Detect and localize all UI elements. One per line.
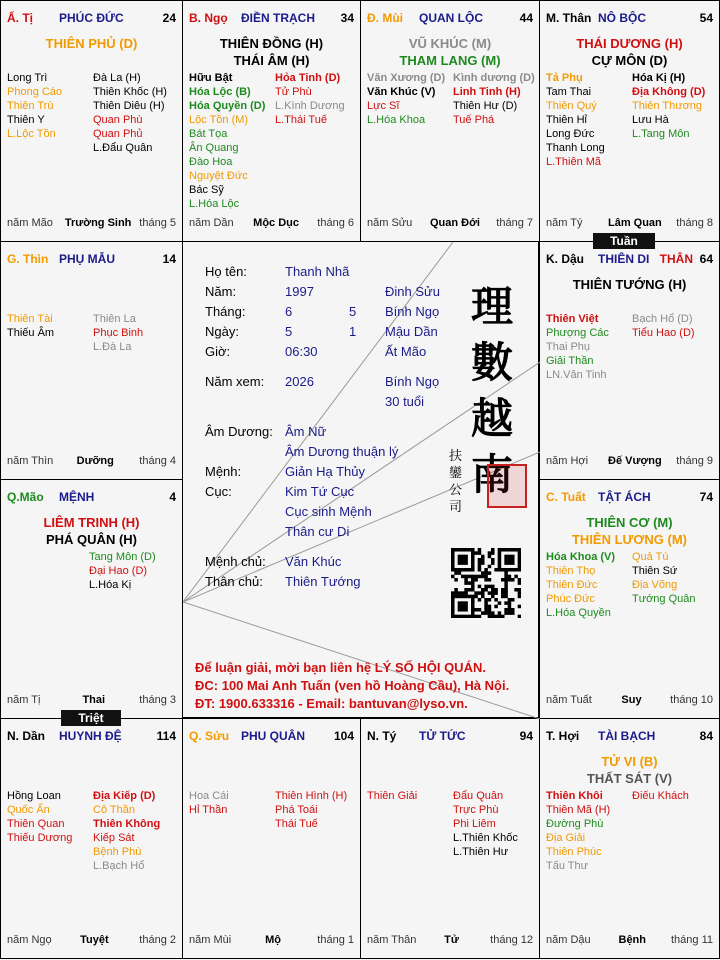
label-month: Tháng: bbox=[205, 304, 246, 319]
minor-stars-right bbox=[275, 789, 347, 831]
minor-star: Bạch Hổ (D) bbox=[632, 313, 693, 325]
value-year: 1997 bbox=[285, 284, 314, 299]
value-month-lunar: 5 bbox=[349, 304, 357, 319]
value-than-position: Thân cư Di bbox=[285, 524, 350, 539]
minor-stars-right bbox=[632, 312, 695, 340]
palace-mao[interactable] bbox=[0, 479, 183, 719]
palace-name: PHÚC ĐỨC bbox=[59, 11, 124, 25]
main-star: THẤT SÁT (V) bbox=[586, 771, 673, 786]
palace-footer bbox=[367, 217, 533, 231]
value-menh: Giản Hạ Thủy bbox=[285, 464, 365, 479]
minor-stars-right bbox=[453, 71, 535, 127]
palace-footer bbox=[546, 217, 713, 231]
minor-star: Quan Phủ bbox=[93, 128, 143, 140]
minor-star: Hữu Bật bbox=[189, 72, 233, 84]
label-amduong: Âm Dương: bbox=[205, 424, 273, 439]
palace-month: tháng 10 bbox=[670, 694, 713, 706]
value-month-can: Bính Ngọ bbox=[385, 304, 440, 319]
minor-star: Phá Toái bbox=[275, 804, 318, 816]
palace-month: tháng 4 bbox=[139, 455, 176, 467]
minor-star: Phi Liêm bbox=[453, 818, 496, 830]
palace-life-stage: Bệnh bbox=[618, 934, 646, 946]
minor-stars-left bbox=[189, 789, 229, 817]
minor-star: Thiên Mã (H) bbox=[546, 804, 611, 816]
palace-month: tháng 11 bbox=[670, 934, 713, 946]
palace-life-stage: Mộ bbox=[265, 934, 282, 946]
palace-life-stage: Thai bbox=[82, 694, 106, 706]
palace-name: QUAN LỘC bbox=[419, 11, 483, 25]
minor-stars-left bbox=[189, 71, 265, 211]
red-seal-stamp bbox=[487, 464, 527, 508]
palace-month: tháng 2 bbox=[139, 934, 176, 946]
palace-footer bbox=[546, 455, 713, 469]
palace-life-stage: Lâm Quan bbox=[607, 217, 662, 229]
palace-header bbox=[367, 729, 533, 745]
minor-star: L.Kình Dương bbox=[275, 100, 345, 112]
palace-age-number: 24 bbox=[162, 11, 176, 25]
label-day: Ngày: bbox=[205, 324, 239, 339]
palace-header bbox=[546, 252, 713, 268]
palace-mui[interactable] bbox=[360, 0, 540, 242]
palace-name: HUYNH ĐỆ bbox=[59, 729, 122, 743]
minor-star: Quốc Ấn bbox=[7, 804, 50, 816]
main-star: CỰ MÔN (D) bbox=[591, 53, 668, 68]
palace-age-number: 44 bbox=[519, 11, 533, 25]
minor-star: Đường Phù bbox=[546, 818, 604, 830]
palace-year: năm Ngọ bbox=[7, 934, 52, 946]
palace-month: tháng 6 bbox=[317, 217, 354, 229]
minor-star: Lộc Tồn (M) bbox=[189, 114, 249, 126]
palace-life-stage: Đế Vượng bbox=[608, 455, 662, 467]
palace-ty2[interactable] bbox=[360, 718, 540, 959]
minor-stars-left bbox=[546, 71, 605, 169]
palace-header bbox=[546, 490, 713, 506]
minor-star: Long Đức bbox=[546, 128, 595, 140]
minor-star: Thiên Quý bbox=[546, 100, 597, 112]
palace-year: năm Thìn bbox=[7, 455, 54, 467]
value-view-can: Bính Ngọ bbox=[385, 374, 440, 389]
palace-header bbox=[7, 729, 176, 745]
palace-name: PHU QUÂN bbox=[241, 729, 306, 743]
minor-stars-left bbox=[7, 789, 72, 845]
value-age: 30 tuổi bbox=[385, 394, 425, 409]
minor-star: L.Thiên Mã bbox=[546, 156, 602, 168]
minor-star: Địa Không (D) bbox=[632, 86, 706, 98]
minor-star: Bác Sỹ bbox=[189, 184, 224, 196]
palace-footer bbox=[7, 455, 176, 469]
minor-stars-right bbox=[632, 789, 689, 803]
palace-life-stage: Tuyệt bbox=[80, 934, 109, 946]
minor-star: Thiên Y bbox=[7, 114, 45, 126]
calligraphy-char-2: 數 bbox=[471, 338, 514, 387]
palace-year: năm Tị bbox=[7, 694, 41, 706]
value-menh-chu: Văn Khúc bbox=[285, 554, 342, 569]
palace-header bbox=[7, 11, 176, 27]
palace-life-stage: Suy bbox=[621, 694, 642, 706]
label-name: Họ tên: bbox=[205, 264, 247, 279]
minor-stars-left bbox=[367, 789, 417, 803]
label-year: Năm: bbox=[205, 284, 237, 299]
minor-star: Ân Quang bbox=[189, 142, 239, 154]
calligraphy-char-4: 南 bbox=[471, 450, 514, 499]
palace-year: năm Sửu bbox=[367, 217, 413, 229]
minor-star: Tuế Phá bbox=[453, 114, 495, 126]
minor-star: Thiên Thọ bbox=[546, 565, 596, 577]
calligraphy-char-3: 越 bbox=[471, 394, 514, 443]
value-hour-can: Ất Mão bbox=[385, 344, 427, 359]
value-cuc-relation: Cục sinh Mệnh bbox=[285, 504, 372, 519]
minor-star: Tang Môn (D) bbox=[89, 551, 156, 563]
minor-star: Thiên Tài bbox=[7, 313, 53, 325]
palace-month: tháng 7 bbox=[496, 217, 533, 229]
minor-star: Linh Tinh (H) bbox=[453, 86, 521, 98]
minor-stars-left bbox=[546, 550, 615, 620]
minor-star: Giải Thần bbox=[546, 355, 594, 367]
minor-star: Địa Giải bbox=[546, 832, 586, 844]
minor-star: L.Lộc Tồn bbox=[7, 128, 56, 140]
main-star: THIÊN CƠ (M) bbox=[586, 515, 673, 530]
minor-star: Thái Tuế bbox=[275, 818, 318, 830]
minor-star: Hóa Quyền (D) bbox=[189, 100, 266, 112]
palace-age-number: 104 bbox=[333, 729, 354, 743]
minor-star: Địa Kiếp (D) bbox=[93, 790, 156, 802]
palace-tuat[interactable] bbox=[539, 479, 720, 719]
minor-star: Thiên Diêu (H) bbox=[93, 100, 165, 112]
minor-star: Bát Tọa bbox=[189, 128, 228, 140]
contact-line-1: Để luận giải, mời bạn liên hệ LÝ SỐ HỘI QUÁN. bbox=[195, 660, 486, 675]
palace-branch: B. Ngọ bbox=[189, 11, 228, 25]
main-stars bbox=[1, 514, 182, 548]
value-day: 5 bbox=[285, 324, 293, 339]
minor-star: Thiên Phúc bbox=[546, 846, 602, 858]
minor-star: L.Tang Môn bbox=[632, 128, 690, 140]
minor-star: L.Đà La bbox=[93, 341, 132, 353]
minor-star: L.Thái Tuế bbox=[275, 114, 327, 126]
value-than-chu: Thiên Tướng bbox=[285, 574, 361, 589]
palace-name: TỬ TỨC bbox=[419, 729, 466, 743]
minor-star: Long Trì bbox=[7, 72, 48, 84]
main-stars bbox=[540, 276, 719, 293]
palace-header bbox=[7, 252, 176, 268]
palace-footer bbox=[189, 934, 354, 948]
minor-star: Tấu Thư bbox=[546, 860, 589, 872]
minor-star: Tử Phù bbox=[275, 86, 312, 98]
minor-star: Phục Binh bbox=[93, 327, 144, 339]
tuan-marker: Tuần bbox=[593, 233, 655, 249]
minor-star: L.Hóa Khoa bbox=[367, 114, 426, 126]
calligraphy-char-1: 理 bbox=[471, 282, 514, 331]
minor-star: Đào Hoa bbox=[189, 156, 233, 168]
main-star: THAM LANG (M) bbox=[399, 53, 501, 68]
palace-name: NÔ BỘC bbox=[598, 11, 646, 25]
palace-month: tháng 12 bbox=[490, 934, 533, 946]
minor-star: L.Thiên Khốc bbox=[453, 832, 518, 844]
palace-ngo[interactable] bbox=[182, 0, 361, 242]
minor-star: Hồng Loan bbox=[7, 790, 61, 802]
minor-star: Phong Cáo bbox=[7, 86, 63, 98]
minor-stars-right bbox=[632, 550, 696, 606]
minor-stars-right bbox=[93, 789, 160, 873]
main-stars bbox=[1, 35, 182, 52]
minor-stars-right bbox=[89, 550, 156, 592]
minor-stars-left bbox=[7, 312, 54, 340]
palace-branch: N. Dần bbox=[7, 729, 46, 743]
palace-footer bbox=[7, 217, 176, 231]
main-stars bbox=[540, 514, 719, 548]
minor-stars-right bbox=[453, 789, 518, 859]
palace-month: tháng 5 bbox=[139, 217, 176, 229]
label-cuc: Cục: bbox=[205, 484, 232, 499]
minor-star: Thai Phụ bbox=[546, 341, 591, 353]
minor-star: Tướng Quân bbox=[632, 593, 696, 605]
minor-star: L.Bạch Hổ bbox=[93, 860, 145, 872]
palace-footer bbox=[546, 694, 713, 708]
minor-star: Thiên Thương bbox=[632, 100, 703, 112]
minor-star: Hóa Khoa (V) bbox=[546, 551, 616, 563]
palace-dan[interactable] bbox=[0, 718, 183, 959]
minor-star: L.Đẩu Quân bbox=[93, 142, 153, 154]
minor-star: Thiên La bbox=[93, 313, 136, 325]
palace-footer bbox=[7, 934, 176, 948]
palace-thin[interactable] bbox=[0, 241, 183, 480]
palace-age-number: 74 bbox=[699, 490, 713, 504]
value-day-lunar: 1 bbox=[349, 324, 357, 339]
main-star: TỬ VI (B) bbox=[601, 754, 658, 769]
minor-stars-left bbox=[546, 789, 610, 873]
palace-ty[interactable] bbox=[0, 0, 183, 242]
minor-star: Hóa Kị (H) bbox=[632, 72, 686, 84]
palace-branch: Q.Mão bbox=[7, 490, 44, 504]
label-hour: Giờ: bbox=[205, 344, 231, 359]
minor-star: Quả Tú bbox=[632, 551, 669, 563]
main-star: LIÊM TRINH (H) bbox=[43, 515, 140, 530]
minor-star: Thiên Trù bbox=[7, 100, 54, 112]
palace-month: tháng 1 bbox=[317, 934, 354, 946]
palace-suu[interactable] bbox=[182, 718, 361, 959]
minor-star: Đẩu Quân bbox=[453, 790, 504, 802]
palace-name: MỆNH bbox=[59, 490, 95, 504]
palace-year: năm Mão bbox=[7, 217, 53, 229]
minor-stars-right bbox=[93, 312, 143, 354]
minor-stars-right bbox=[93, 71, 167, 155]
minor-star: Tả Phụ bbox=[546, 72, 583, 84]
palace-branch: N. Tý bbox=[367, 729, 397, 743]
minor-star: Kiếp Sát bbox=[93, 832, 135, 844]
palace-life-stage: Trường Sinh bbox=[64, 217, 132, 229]
main-star: THIÊN TƯỚNG (H) bbox=[572, 277, 687, 292]
palace-life-stage: Quan Đới bbox=[430, 217, 480, 229]
palace-month: tháng 9 bbox=[676, 455, 713, 467]
minor-star: Nguyệt Đức bbox=[189, 170, 248, 182]
minor-star: Thiên Quan bbox=[7, 818, 65, 830]
stamp-side-text: 扶 鑾 公 司 bbox=[449, 449, 463, 515]
palace-dau[interactable] bbox=[539, 241, 720, 480]
minor-star: Phượng Các bbox=[546, 327, 609, 339]
minor-star: LN.Văn Tinh bbox=[546, 369, 607, 381]
value-view-year: 2026 bbox=[285, 374, 314, 389]
minor-star: Lưu Hà bbox=[632, 114, 669, 126]
value-cuc: Kim Tứ Cục bbox=[285, 484, 355, 499]
main-star: THIÊN PHỦ (D) bbox=[45, 36, 138, 51]
minor-star: Thiếu Âm bbox=[7, 327, 55, 339]
palace-header bbox=[189, 729, 354, 745]
main-stars bbox=[540, 35, 719, 69]
minor-star: Thiên Hình (H) bbox=[275, 790, 348, 802]
palace-year: năm Dậu bbox=[546, 934, 591, 946]
label-menh: Mệnh: bbox=[205, 464, 242, 479]
palace-month: tháng 8 bbox=[676, 217, 713, 229]
minor-star: Quan Phù bbox=[93, 114, 143, 126]
minor-star: Thiên Không bbox=[93, 818, 161, 830]
palace-header bbox=[7, 490, 176, 506]
palace-branch: T. Hợi bbox=[546, 729, 580, 743]
minor-star: Lực Sĩ bbox=[367, 100, 400, 112]
palace-age-number: 94 bbox=[519, 729, 533, 743]
palace-life-stage: Dưỡng bbox=[76, 455, 114, 467]
minor-stars-left bbox=[367, 71, 445, 127]
palace-name: ĐIỀN TRẠCH bbox=[241, 11, 315, 25]
minor-star: Hỉ Thần bbox=[189, 804, 228, 816]
palace-age-number: 64 bbox=[699, 252, 713, 266]
palace-branch: Q. Sửu bbox=[189, 729, 230, 743]
main-star: THIÊN ĐỒNG (H) bbox=[219, 36, 324, 51]
palace-header bbox=[546, 729, 713, 745]
contact-line-3: ĐT: 1900.633316 - Email: bantuvan@lyso.vn. bbox=[195, 696, 468, 711]
palace-age-number: 4 bbox=[169, 490, 176, 504]
palace-year: năm Tý bbox=[546, 217, 583, 229]
minor-star: Thanh Long bbox=[546, 142, 605, 154]
minor-stars-right bbox=[632, 71, 705, 141]
palace-name: THIÊN DI bbox=[598, 252, 650, 266]
palace-year: năm Tuất bbox=[546, 694, 592, 706]
palace-footer bbox=[7, 694, 176, 708]
minor-star: Phúc Đức bbox=[546, 593, 595, 605]
minor-star: Hóa Lộc (B) bbox=[189, 86, 251, 98]
minor-star: Cô Thần bbox=[93, 804, 135, 816]
value-amduong: Âm Nữ bbox=[285, 424, 327, 439]
minor-star: Thiên Hỉ bbox=[546, 114, 587, 126]
palace-life-stage: Tử bbox=[444, 934, 459, 946]
minor-star: Văn Khúc (V) bbox=[367, 86, 436, 98]
palace-header bbox=[546, 11, 713, 27]
palace-footer bbox=[546, 934, 713, 948]
palace-name: TÀI BẠCH bbox=[598, 729, 656, 743]
contact-line-2: ĐC: 100 Mai Anh Tuấn (ven hồ Hoàng Cầu), Hà Nội. bbox=[195, 678, 510, 693]
main-stars bbox=[183, 35, 360, 69]
palace-hoi[interactable] bbox=[539, 718, 720, 959]
qr-code-icon[interactable] bbox=[451, 548, 521, 618]
palace-age-number: 54 bbox=[699, 11, 713, 25]
main-stars bbox=[540, 753, 719, 787]
value-name: Thanh Nhã bbox=[285, 264, 350, 279]
palace-footer bbox=[367, 934, 533, 948]
palace-life-stage: Mộc Dục bbox=[253, 217, 300, 229]
palace-footer bbox=[189, 217, 354, 231]
label-than-chu: Thân chủ: bbox=[205, 574, 263, 589]
palace-age-number: 34 bbox=[340, 11, 354, 25]
minor-star: Đại Hao (D) bbox=[89, 565, 148, 577]
label-menh-chu: Mệnh chủ: bbox=[205, 554, 266, 569]
palace-year: năm Mùi bbox=[189, 934, 232, 946]
value-hour: 06:30 bbox=[285, 344, 318, 359]
minor-star: L.Hóa Quyền bbox=[546, 607, 611, 619]
minor-star: Hỏa Tinh (D) bbox=[275, 72, 341, 84]
minor-star: Trực Phù bbox=[453, 804, 499, 816]
minor-star: L.Hóa Kị bbox=[89, 579, 132, 591]
minor-star: Đà La (H) bbox=[93, 72, 141, 84]
center-info-panel bbox=[182, 241, 539, 718]
palace-year: năm Dần bbox=[189, 217, 234, 229]
main-star: PHÁ QUÂN (H) bbox=[46, 532, 137, 547]
palace-than[interactable] bbox=[539, 0, 720, 242]
minor-star: Văn Xương (D) bbox=[367, 72, 446, 84]
palace-branch: Đ. Mùi bbox=[367, 11, 403, 25]
palace-year: năm Hợi bbox=[546, 455, 589, 467]
value-month: 6 bbox=[285, 304, 293, 319]
palace-age-number: 84 bbox=[699, 729, 713, 743]
triet-marker: Triệt bbox=[61, 710, 121, 726]
palace-branch: M. Thân bbox=[546, 11, 592, 25]
minor-star: Tiểu Hao (D) bbox=[632, 327, 695, 339]
minor-star: Thiên Đức bbox=[546, 579, 598, 591]
value-day-can: Mậu Dần bbox=[385, 324, 438, 339]
minor-star: L.Hóa Lộc bbox=[189, 198, 240, 210]
minor-star: Bệnh Phù bbox=[93, 846, 142, 858]
minor-stars-right bbox=[275, 71, 345, 127]
palace-month: tháng 3 bbox=[139, 694, 176, 706]
palace-header bbox=[367, 11, 533, 27]
main-star: THIÊN LƯƠNG (M) bbox=[571, 532, 688, 547]
minor-star: Thiên Hư (D) bbox=[453, 100, 518, 112]
palace-name: TẬT ÁCH bbox=[598, 490, 651, 504]
palace-year: năm Thân bbox=[367, 934, 417, 946]
minor-star: Thiên Việt bbox=[546, 313, 599, 325]
minor-star: Hoa Cái bbox=[189, 790, 229, 802]
minor-star: L.Thiên Hư bbox=[453, 846, 509, 858]
palace-branch: G. Thìn bbox=[7, 252, 49, 266]
minor-stars-left bbox=[546, 312, 609, 382]
minor-star: Thiên Khốc (H) bbox=[93, 86, 167, 98]
palace-branch: Ấ. Tị bbox=[7, 11, 33, 25]
minor-star: Thiên Sứ bbox=[632, 565, 678, 577]
palace-age-number: 114 bbox=[156, 729, 176, 743]
palace-age-number: 14 bbox=[162, 252, 176, 266]
main-star: VŨ KHÚC (M) bbox=[408, 36, 492, 51]
main-star: THÁI ÂM (H) bbox=[233, 53, 310, 68]
minor-star: Thiên Khôi bbox=[546, 790, 603, 802]
minor-star: Điếu Khách bbox=[632, 790, 689, 802]
minor-star: Kình dương (D) bbox=[453, 72, 535, 84]
palace-branch: C. Tuất bbox=[546, 490, 586, 504]
minor-star: Thiếu Dương bbox=[7, 832, 73, 844]
minor-star: Địa Võng bbox=[632, 579, 678, 591]
minor-star: Tam Thai bbox=[546, 86, 592, 98]
palace-branch: K. Dậu bbox=[546, 252, 585, 266]
label-view-year: Năm xem: bbox=[205, 374, 265, 389]
main-stars bbox=[361, 35, 539, 69]
minor-stars-left bbox=[7, 71, 62, 141]
minor-star: Thiên Giải bbox=[367, 790, 418, 802]
than-marker: THÂN bbox=[659, 252, 693, 266]
value-year-can: Đinh Sửu bbox=[385, 284, 440, 299]
main-star: THÁI DƯƠNG (H) bbox=[576, 36, 683, 51]
value-amduong-relation: Âm Dương thuận lý bbox=[285, 444, 399, 459]
palace-header bbox=[189, 11, 354, 27]
palace-name: PHỤ MẪU bbox=[59, 252, 115, 266]
